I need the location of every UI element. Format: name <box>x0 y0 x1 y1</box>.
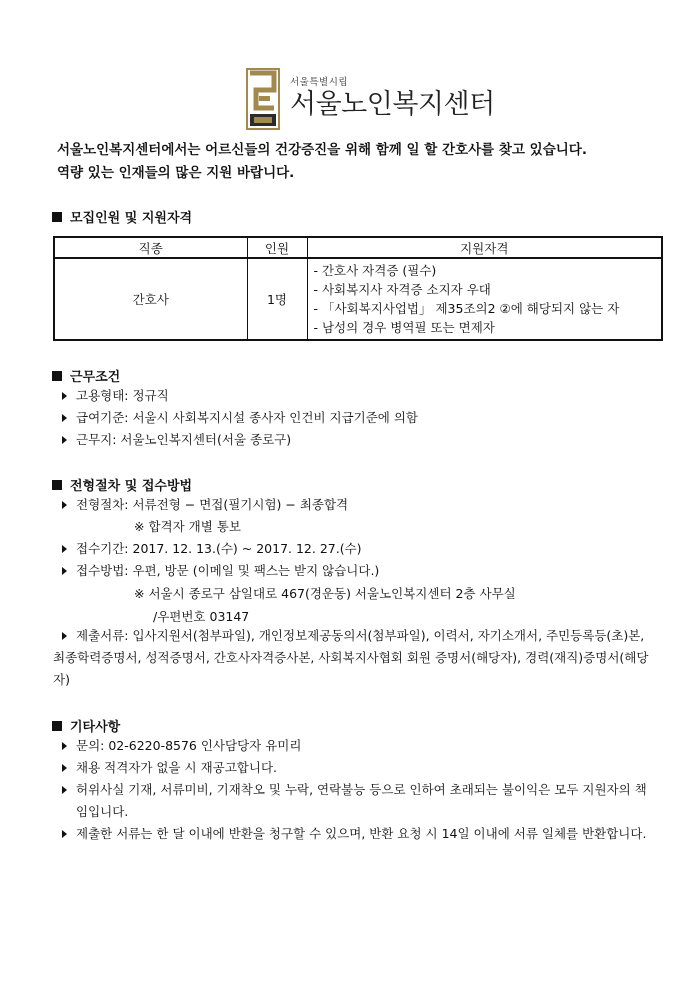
process-list <box>62 494 516 628</box>
square-bullet-icon <box>52 371 62 381</box>
list-item <box>62 494 516 538</box>
cell-qualifications <box>307 258 662 340</box>
section-title: 기타사항 <box>70 720 121 735</box>
logo-subtitle: 서울특별시립 <box>290 77 349 88</box>
list-item-text: 허위사실 기재, 서류미비, 기재착오 및 누락, 연락불능 등으로 인하여 초래되는 불이익은 모두 지원자의 책임입니다. <box>76 782 647 819</box>
center-logo <box>246 68 495 130</box>
list-item <box>62 823 652 845</box>
screening-note: ※ 합격자 개별 통보 <box>134 519 241 534</box>
triangle-bullet-icon <box>62 545 67 553</box>
list-item <box>62 429 418 451</box>
table-header-row <box>54 237 662 258</box>
postal-code: /우편번호 03147 <box>153 609 250 624</box>
triangle-bullet-icon <box>62 786 67 794</box>
list-item <box>62 538 516 560</box>
list-item-text: 접수기간: 2017. 12. 13.(수) ~ 2017. 12. 27.(수) <box>76 541 362 556</box>
list-item <box>62 779 652 823</box>
cell-count: 1명 <box>247 258 307 340</box>
list-item-text: 전형절차: 서류전형 − 면접(필기시험) − 최종합격 <box>76 497 349 512</box>
qualification-item: - 사회복지사 자격증 소지자 우대 <box>313 282 491 297</box>
list-item-text: 급여기준: 서울시 사회복지시설 종사자 인건비 지급기준에 의함 <box>76 410 419 425</box>
qualification-item: - 「사회복지사업법」 제35조의2 ②에 해당되지 않는 자 <box>313 301 620 316</box>
documents-text: 제출서류: 입사지원서(첨부파일), 개인정보제공동의서(첨부파일), 이력서, 자기소개서, 주민등록등(초)본, 최종학력증명서, 성적증명서, 간호사자격증사본, 사회복지사협회 회원 증명서(해당자), 경력(재직)증명서(해당자) <box>53 628 649 687</box>
square-bullet-icon <box>52 212 62 222</box>
list-item-text: 제출한 서류는 한 달 이내에 반환을 청구할 수 있으며, 반환 요청 시 14일 이내에 서류 일체를 반환합니다. <box>76 826 647 841</box>
section-etc-heading <box>52 716 120 735</box>
logo-title: 서울노인복지센터 <box>290 89 495 120</box>
documents-item <box>53 625 650 691</box>
list-item <box>62 407 418 429</box>
etc-list <box>62 735 652 845</box>
triangle-bullet-icon <box>62 392 67 400</box>
center-logo-mark-icon <box>246 68 280 130</box>
recruit-table <box>53 236 663 341</box>
intro-line: 역량 있는 인재들의 많은 지원 바랍니다. <box>57 165 295 181</box>
list-item <box>62 385 418 407</box>
triangle-bullet-icon <box>62 742 67 750</box>
section-conditions-heading <box>52 366 120 385</box>
cell-job: 간호사 <box>54 258 247 340</box>
section-title: 모집인원 및 지원자격 <box>70 211 193 226</box>
triangle-bullet-icon <box>62 764 67 772</box>
column-header-count: 인원 <box>247 237 307 258</box>
column-header-job: 직종 <box>54 237 247 258</box>
table-row <box>54 258 662 340</box>
list-item <box>62 560 516 628</box>
qualification-item: - 남성의 경우 병역필 또는 면제자 <box>313 320 495 335</box>
triangle-bullet-icon <box>62 567 67 575</box>
list-item-text: 문의: 02-6220-8576 인사담당자 유미리 <box>76 738 302 753</box>
section-recruit-heading <box>52 207 192 226</box>
column-header-qualifications: 지원자격 <box>307 237 662 258</box>
section-title: 전형절차 및 접수방법 <box>70 479 193 494</box>
triangle-bullet-icon <box>62 436 67 444</box>
list-item-text: 채용 적격자가 없을 시 재공고합니다. <box>76 760 277 775</box>
mailing-address: ※ 서울시 종로구 삼일대로 467(경운동) 서울노인복지센터 2층 사무실 <box>134 586 516 601</box>
triangle-bullet-icon <box>62 632 67 640</box>
section-process-heading <box>52 475 192 494</box>
list-item <box>62 757 652 779</box>
section-title: 근무조건 <box>70 370 121 385</box>
intro-line: 서울노인복지센터에서는 어르신들의 건강증진을 위해 함께 일 할 간호사를 찾고 있습니다. <box>57 142 587 158</box>
triangle-bullet-icon <box>62 414 67 422</box>
triangle-bullet-icon <box>62 501 67 509</box>
triangle-bullet-icon <box>62 830 67 838</box>
conditions-list <box>62 385 418 451</box>
list-item-text: 접수방법: 우편, 방문 (이메일 및 팩스는 받지 않습니다.) <box>76 563 380 578</box>
square-bullet-icon <box>52 721 62 731</box>
square-bullet-icon <box>52 480 62 490</box>
list-item-text: 근무지: 서울노인복지센터(서울 종로구) <box>76 432 292 447</box>
qualification-item: - 간호사 자격증 (필수) <box>313 263 437 278</box>
list-item <box>62 735 652 757</box>
list-item-text: 고용형태: 정규직 <box>76 388 169 403</box>
intro-text <box>57 139 657 185</box>
